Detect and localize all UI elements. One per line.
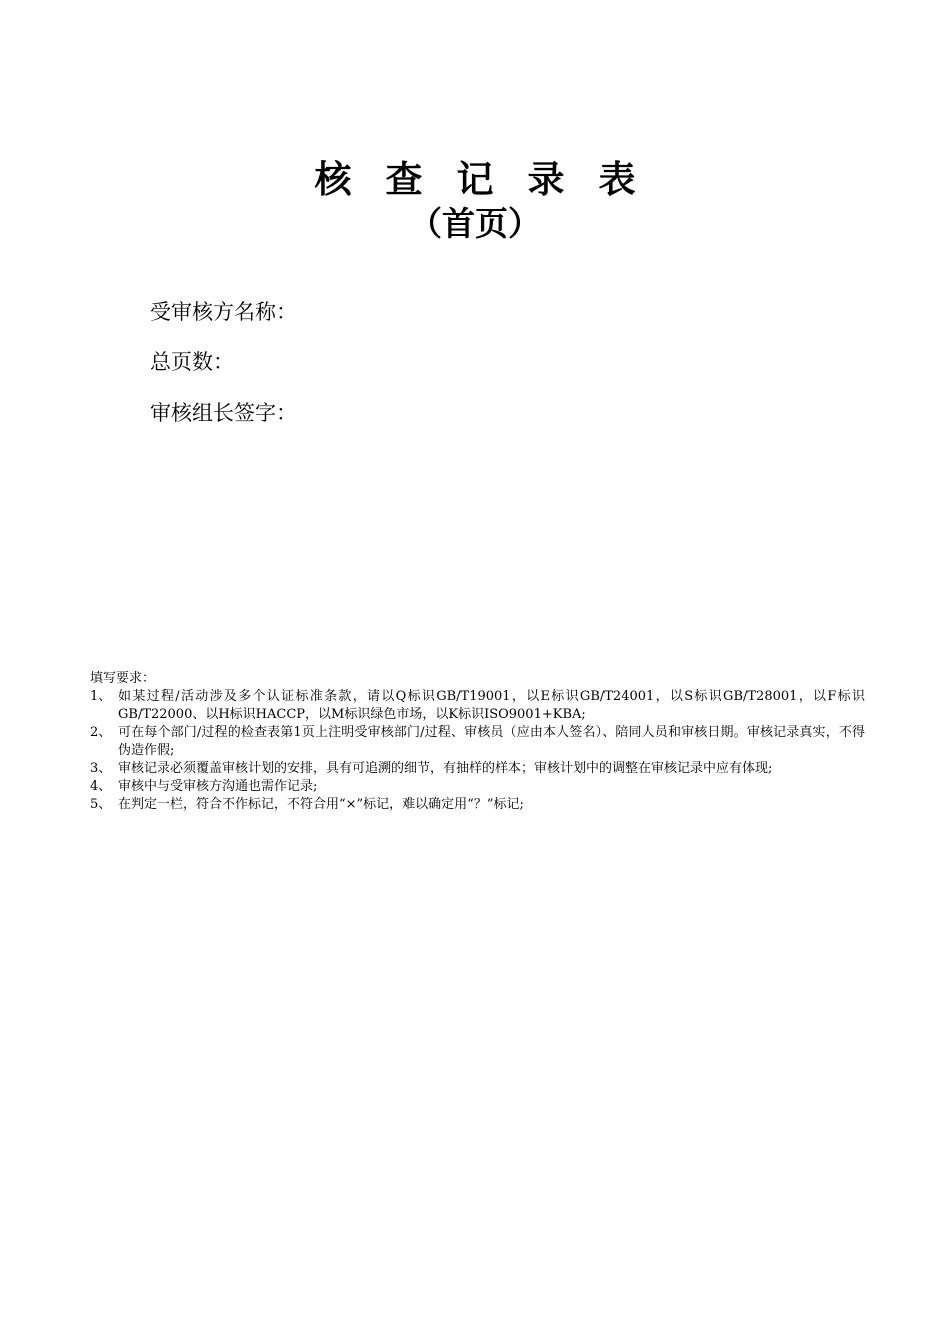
- requirement-text: 审核记录必须覆盖审核计划的安排，具有可追溯的细节，有抽样的样本；审核计划中的调整在审核记录中应有体现;: [118, 761, 773, 776]
- requirement-number: 4、: [90, 779, 112, 794]
- requirement-item: [90, 796, 865, 814]
- filling-requirements: [90, 670, 865, 814]
- requirement-item: [90, 688, 865, 724]
- requirement-text: 可在每个部门/过程的检查表第1页上注明受审核部门/过程、审核员（应由本人签名）、陪同人员和审核日期。审核记录真实，不得伪造作假;: [118, 725, 865, 758]
- requirement-number: 2、: [90, 725, 112, 740]
- requirement-number: 3、: [90, 761, 112, 776]
- team-leader-signature-label: 审核组长签字：: [150, 401, 297, 425]
- requirement-text: 在判定一栏，符合不作标记，不符合用“×”标记，难以确定用“？”标记;: [118, 797, 524, 812]
- filling-requirements-heading: 填写要求：: [90, 671, 156, 686]
- requirements-list: [90, 688, 865, 814]
- auditee-name-label: 受审核方名称：: [150, 300, 297, 324]
- requirement-text: 如某过程/活动涉及多个认证标准条款，请以Q标识GB/T19001，以E标识GB/T24001，以S标识GB/T28001，以F标识GB/T22000、以H标识HACCP，以M标识绿色市场，以K标识ISO9001+KBA;: [118, 689, 865, 722]
- requirement-number: 5、: [90, 797, 112, 812]
- requirement-item: [90, 778, 865, 796]
- total-pages-label: 总页数：: [150, 350, 234, 374]
- requirement-item: [90, 760, 865, 778]
- page-title: 核查记录表: [314, 157, 670, 201]
- page-subtitle: （首页）: [409, 204, 541, 243]
- requirement-number: 1、: [90, 689, 112, 704]
- requirement-item: [90, 724, 865, 760]
- requirement-text: 审核中与受审核方沟通也需作记录;: [118, 779, 318, 794]
